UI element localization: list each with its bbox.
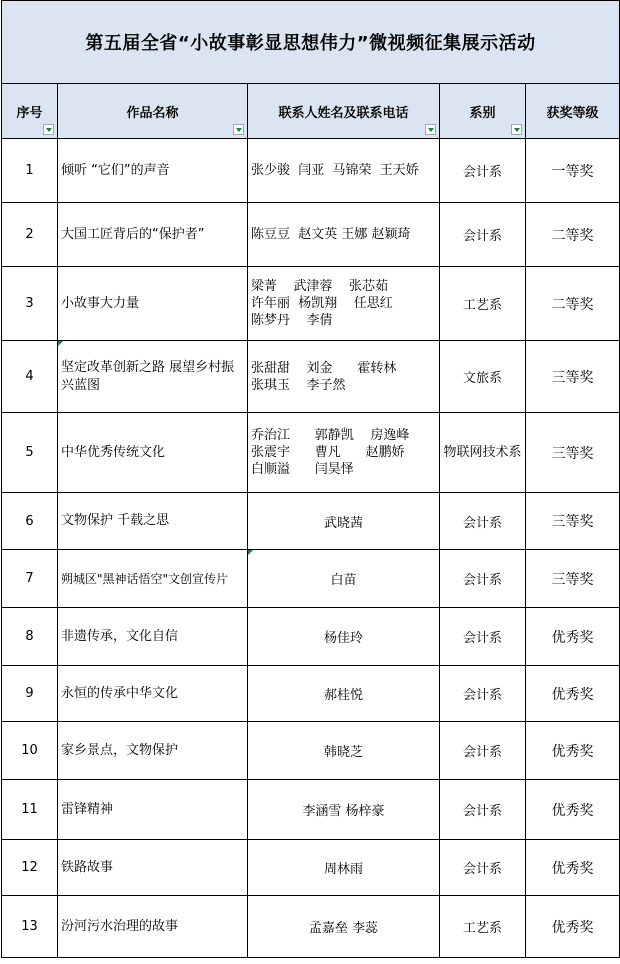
cell-contact[interactable]: 梁菁 武津蓉 张芯茹 许年丽 杨凯翔 任思红 陈梦丹 李倩: [248, 267, 440, 341]
cell-award[interactable]: 优秀奖: [526, 780, 620, 840]
header-contact-label: 联系人姓名及联系电话: [278, 105, 409, 121]
table-row: [2, 267, 620, 341]
cell-work[interactable]: 雷锋精神: [58, 780, 248, 840]
table-row: [2, 722, 620, 780]
filter-dropdown-icon[interactable]: [425, 124, 436, 135]
table-row: [2, 840, 620, 896]
cell-work[interactable]: 文物保护 千载之思: [58, 493, 248, 550]
header-award: [526, 84, 620, 139]
cell-dept[interactable]: 物联网技术系: [440, 413, 526, 493]
filter-dropdown-icon[interactable]: [43, 124, 54, 135]
cell-work[interactable]: 倾听 “它们”的声音: [58, 139, 248, 203]
cell-dept[interactable]: 会计系: [440, 550, 526, 608]
header-work-label: 作品名称: [126, 105, 179, 121]
cell-award[interactable]: 二等奖: [526, 203, 620, 267]
header-work: [58, 84, 248, 139]
cell-no[interactable]: 7: [2, 550, 58, 608]
table-row: [2, 550, 620, 608]
cell-contact[interactable]: 张甜甜 刘金 霍转林 张琪玉 李子然: [248, 341, 440, 413]
table-row: [2, 666, 620, 722]
cell-no[interactable]: 10: [2, 722, 58, 780]
cell-no[interactable]: 2: [2, 203, 58, 267]
cell-contact[interactable]: 韩晓芝: [248, 722, 440, 780]
table-row: [2, 780, 620, 840]
cell-work[interactable]: 中华优秀传统文化: [58, 413, 248, 493]
table-row: [2, 413, 620, 493]
cell-contact[interactable]: 孟嘉垒 李蕊: [248, 896, 440, 958]
cell-award[interactable]: 优秀奖: [526, 666, 620, 722]
table-row: [2, 139, 620, 203]
cell-work[interactable]: 朔城区"黑神话悟空"文创宣传片: [58, 550, 248, 608]
cell-dept[interactable]: 文旅系: [440, 341, 526, 413]
table-row: [2, 608, 620, 666]
cell-work[interactable]: 铁路故事: [58, 840, 248, 896]
cell-contact[interactable]: 白苗: [248, 550, 440, 608]
cell-contact[interactable]: 周林雨: [248, 840, 440, 896]
cell-work[interactable]: 汾河污水治理的故事: [58, 896, 248, 958]
table-row: [2, 341, 620, 413]
cell-contact[interactable]: 郝桂悦: [248, 666, 440, 722]
cell-no[interactable]: 4: [2, 341, 58, 413]
cell-dept[interactable]: 工艺系: [440, 896, 526, 958]
cell-award[interactable]: 三等奖: [526, 413, 620, 493]
header-contact: [248, 84, 440, 139]
header-row: [2, 84, 620, 139]
cell-work[interactable]: 大国工匠背后的“保护者”: [58, 203, 248, 267]
cell-work[interactable]: 非遗传承，文化自信: [58, 608, 248, 666]
cell-no[interactable]: 3: [2, 267, 58, 341]
cell-contact[interactable]: 乔治江 郭静凯 房逸峰 张震宇 曹凡 赵鹏娇 白顺溢 闫昊怿: [248, 413, 440, 493]
cell-work[interactable]: 家乡景点，文物保护: [58, 722, 248, 780]
cell-no[interactable]: 5: [2, 413, 58, 493]
cell-dept[interactable]: 会计系: [440, 203, 526, 267]
table-row: [2, 493, 620, 550]
table-row: [2, 203, 620, 267]
cell-award[interactable]: 优秀奖: [526, 840, 620, 896]
cell-contact[interactable]: 武晓茜: [248, 493, 440, 550]
cell-no[interactable]: 8: [2, 608, 58, 666]
cell-dept[interactable]: 会计系: [440, 139, 526, 203]
cell-contact[interactable]: 张少骏 闫亚 马锦荣 王天娇: [248, 139, 440, 203]
cell-no[interactable]: 6: [2, 493, 58, 550]
header-award-label: 获奖等级: [546, 105, 599, 121]
table-row: [2, 896, 620, 958]
cell-contact[interactable]: 李涵雪 杨梓豪: [248, 780, 440, 840]
cell-award[interactable]: 优秀奖: [526, 896, 620, 958]
filter-dropdown-icon[interactable]: [511, 124, 522, 135]
cell-award[interactable]: 三等奖: [526, 550, 620, 608]
cell-no[interactable]: 12: [2, 840, 58, 896]
cell-contact[interactable]: 陈豆豆 赵文英 王娜 赵颖琦: [248, 203, 440, 267]
cell-dept[interactable]: 会计系: [440, 722, 526, 780]
cell-contact[interactable]: 杨佳玲: [248, 608, 440, 666]
cell-award[interactable]: 三等奖: [526, 341, 620, 413]
cell-dept[interactable]: 会计系: [440, 608, 526, 666]
cell-award[interactable]: 优秀奖: [526, 722, 620, 780]
cell-dept[interactable]: 会计系: [440, 666, 526, 722]
cell-dept[interactable]: 会计系: [440, 780, 526, 840]
cell-no[interactable]: 13: [2, 896, 58, 958]
cell-award[interactable]: 三等奖: [526, 493, 620, 550]
cell-dept[interactable]: 工艺系: [440, 267, 526, 341]
cell-award[interactable]: 一等奖: [526, 139, 620, 203]
header-no: [2, 84, 58, 139]
cell-dept[interactable]: 会计系: [440, 840, 526, 896]
cell-award[interactable]: 优秀奖: [526, 608, 620, 666]
cell-work[interactable]: 小故事大力量: [58, 267, 248, 341]
award-table: [1, 0, 620, 958]
cell-work[interactable]: 永恒的传承中华文化: [58, 666, 248, 722]
header-dept: [440, 84, 526, 139]
cell-no[interactable]: 11: [2, 780, 58, 840]
page-title: 第五届全省“小故事彰显思想伟力”微视频征集展示活动: [2, 1, 620, 84]
cell-no[interactable]: 1: [2, 139, 58, 203]
cell-award[interactable]: 二等奖: [526, 267, 620, 341]
header-dept-label: 系别: [469, 105, 496, 121]
cell-work[interactable]: 坚定改革创新之路 展望乡村振兴蓝图: [58, 341, 248, 413]
cell-dept[interactable]: 会计系: [440, 493, 526, 550]
header-no-label: 序号: [16, 105, 43, 121]
cell-no[interactable]: 9: [2, 666, 58, 722]
filter-dropdown-icon[interactable]: [233, 124, 244, 135]
